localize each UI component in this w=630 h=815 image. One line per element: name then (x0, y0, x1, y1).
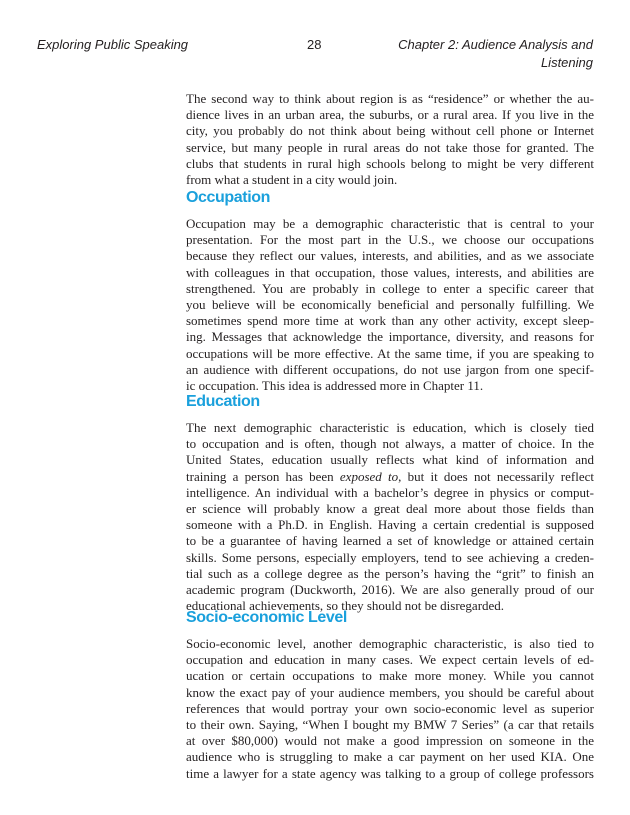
paragraph-line: time a lawyer for a state agency was talking to a group of college professors (186, 765, 594, 781)
paragraph-line: dience lives in an urban area, the suburbs, or a rural area. If you live in the (186, 107, 594, 123)
occupation-paragraph (186, 216, 594, 394)
paragraph-line: to be a guarantee of having learned a set of knowledge or attained certain (186, 533, 594, 549)
section-heading-socioeconomic: Socio-economic Level (186, 609, 347, 626)
paragraph-line: ic occupation. This idea is addressed more in Chapter 11. (186, 378, 484, 394)
running-header-chapter (383, 36, 593, 72)
paragraph-line: audience who is struggling to make a car payment on her used KIA. One (186, 749, 594, 765)
paragraph-line: service, but many people in rural areas do not take those for granted. The (186, 139, 594, 155)
paragraph-line: someone with a Ph.D. in English. Having a certain credential is supposed (186, 517, 594, 533)
paragraph-line: references that would portray your own socio-economic level as superior (186, 700, 594, 716)
paragraph-line: at over $80,000) would not make a good impression on someone in the (186, 733, 594, 749)
paragraph-line: Occupation may be a demographic characteristic that is central to your (186, 216, 594, 231)
intro-paragraph (186, 91, 594, 188)
paragraph-line: sometimes spend more time at work than any other activity, except sleep- (186, 313, 594, 329)
emphasis-text: exposed to (339, 468, 399, 484)
paragraph-line: because they reflect our values, interests, and abilities, and as we associate (186, 248, 594, 264)
paragraph-line: intelligence. An individual with a bachelor’s degree in physics or comput- (186, 484, 594, 500)
paragraph-line: to their own. Saying, “When I bought my BMW 7 Series” (a car that retails (186, 717, 594, 733)
page-number: 28 (307, 37, 322, 52)
paragraph-line: know the exact pay of your audience members, you should be careful about (186, 684, 594, 700)
paragraph-line: city, you probably do not think about being without cell phone or Internet (186, 123, 594, 139)
paragraph-line: from what a student in a city would join. (186, 172, 398, 188)
paragraph-line: United States, education usually reflects what kind of information and (186, 452, 594, 468)
education-paragraph (186, 420, 594, 614)
paragraph-line: presentation. For the most part in the U.S., we choose our occupations (186, 232, 594, 248)
paragraph-line: academic program (Duckworth, 2016). We are also generally proud of our (186, 582, 594, 598)
paragraph-line: ucation or certain occupations to make more money. While you cannot (186, 668, 594, 684)
paragraph-line: strengthened. You are probably in college to enter a specific career that (186, 280, 594, 296)
paragraph-line: The next demographic characteristic is education, which is closely tied (186, 420, 594, 435)
paragraph-line: The second way to think about region is as “residence” or whether the au- (186, 91, 594, 106)
paragraph-line: skills. Some persons, especially employers, tend to see achieving a creden- (186, 549, 594, 565)
paragraph-line: ing. Messages that acknowledge the importance, diversity, and reasons for (186, 329, 594, 345)
socioeconomic-paragraph (186, 636, 594, 782)
paragraph-line: you believe will be economically beneficial and personally fulfilling. We (186, 297, 594, 313)
paragraph-line: with colleagues in that occupation, those values, interests, and abilities are (186, 264, 594, 280)
paragraph-line: occupation and education in many cases. We expect certain levels of ed- (186, 652, 594, 668)
line-fragment: , but it does not necessarily reflect (398, 468, 594, 484)
paragraph-line: an audience with different occupations, do not use jargon from one specif- (186, 361, 594, 377)
paragraph-line: occupations will be more effective. At the same time, if you are speaking to (186, 345, 594, 361)
paragraph-line: to occupation and is often, though not always, a matter of choice. In the (186, 436, 594, 452)
running-header-book-title: Exploring Public Speaking (37, 37, 189, 52)
chapter-title-line-1: Chapter 2: Audience Analysis and (398, 37, 593, 52)
line-fragment: training a person has been (186, 468, 340, 484)
paragraph-line: Socio-economic level, another demographic characteristic, is also tied to (186, 636, 594, 651)
section-heading-education: Education (186, 393, 260, 410)
paragraph-line: tial such as a college degree as the person’s having the “grit” to finish an (186, 565, 594, 581)
section-heading-occupation: Occupation (186, 189, 271, 206)
paragraph-line: clubs that students in rural high schools belong to might be very different (186, 155, 594, 171)
chapter-title-line-2: Listening (540, 55, 593, 70)
paragraph-line: er science will probably know a great deal more about those fields than (186, 501, 594, 517)
paragraph-line: educational achievements, so they should not be disregarded. (186, 598, 505, 614)
paragraph-line (186, 469, 594, 485)
